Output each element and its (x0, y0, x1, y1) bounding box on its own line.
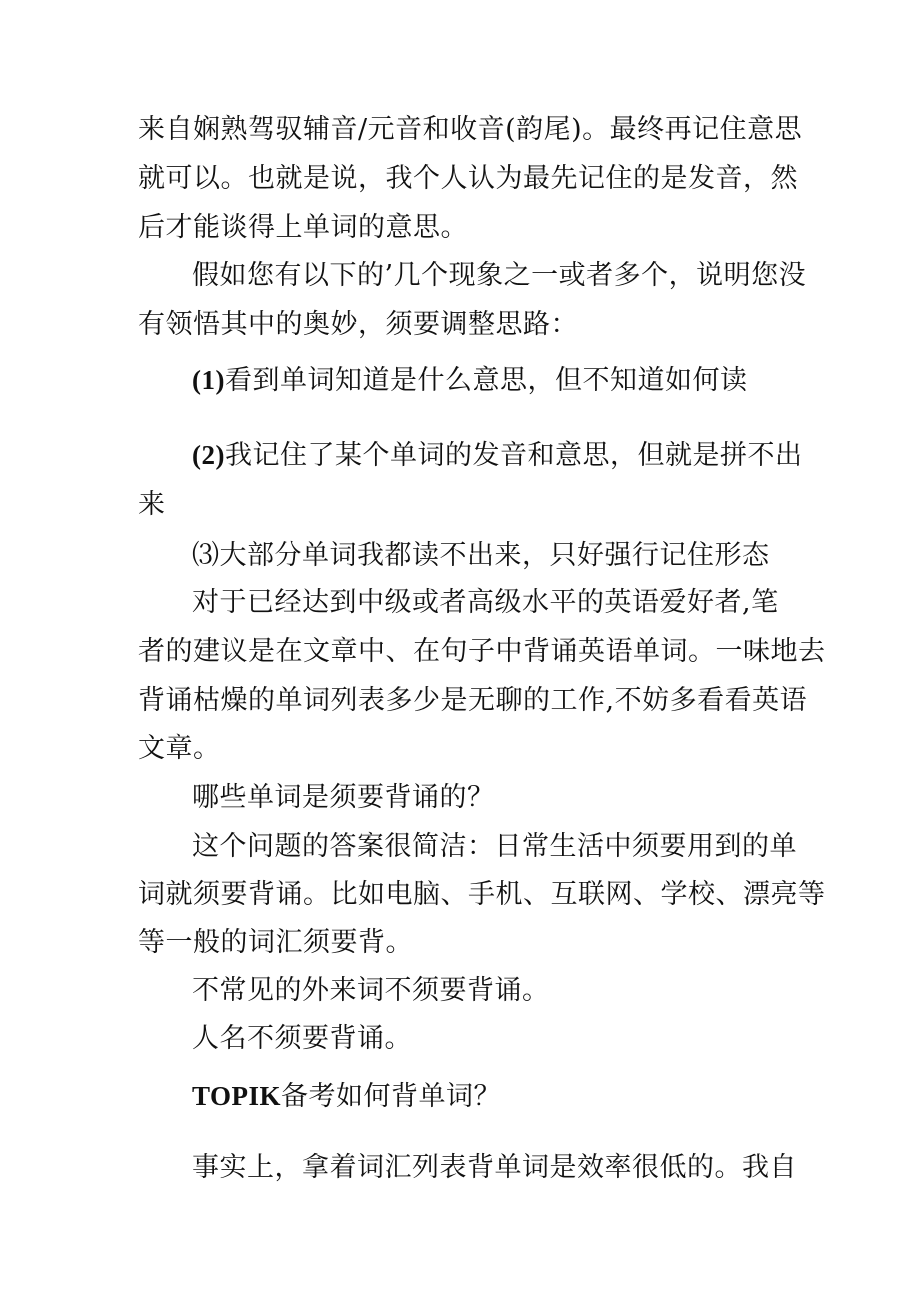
list-item-text: 我记住了某个单词的发音和意思，但就是拼不出 (224, 440, 803, 471)
section-heading (192, 1078, 501, 1115)
paragraph-line: 来 (138, 489, 166, 520)
paragraph-line: 人名不须要背诵。 (192, 1023, 412, 1054)
list-marker: (1) (192, 365, 225, 395)
list-item-2 (192, 437, 802, 474)
paragraph-line: 就可以。也就是说，我个人认为最先记住的是发音，然 (138, 163, 798, 194)
list-item-3: ⑶大部分单词我都读不出来，只好强行记住形态 (192, 540, 770, 571)
paragraph-line: 对于已经达到中级或者高级水平的英语爱好者,笔 (192, 587, 779, 618)
paragraph-line: 词就须要背诵。比如电脑、手机、互联网、学校、漂亮等 (138, 879, 826, 910)
paragraph-line: 文章。 (138, 733, 221, 764)
paragraph-line: 后才能谈得上单词的意思。 (138, 212, 468, 243)
paragraph-line: 这个问题的答案很简洁：日常生活中须要用到的单 (192, 831, 797, 862)
list-item-text: 看到单词知道是什么意思，但不知道如何读 (224, 365, 748, 396)
paragraph-line: 者的建议是在文章中、在句子中背诵英语单词。一味地去 (138, 636, 826, 667)
paragraph-line: 背诵枯燥的单词列表多少是无聊的工作,不妨多看看英语 (138, 685, 808, 716)
paragraph-line: 假如您有以下的’几个现象之一或者多个，说明您没 (192, 260, 807, 291)
paragraph-line: 来自娴熟驾驭辅音/元音和收音(韵尾)。最终再记住意思 (138, 114, 803, 145)
paragraph-line: 等一般的词汇须要背。 (138, 927, 413, 958)
heading-question: 哪些单词是须要背诵的？ (192, 782, 495, 813)
list-marker: (2) (192, 440, 225, 470)
paragraph-line: 不常见的外来词不须要背诵。 (192, 975, 550, 1006)
topik-label: TOPIK (192, 1081, 282, 1111)
list-item-1 (192, 362, 747, 399)
heading-text: 备考如何背单词？ (281, 1081, 502, 1112)
paragraph-line: 有领悟其中的奥妙，须要调整思路： (138, 309, 578, 340)
paragraph-line: 事实上，拿着词汇列表背单词是效率很低的。我自 (192, 1152, 797, 1183)
